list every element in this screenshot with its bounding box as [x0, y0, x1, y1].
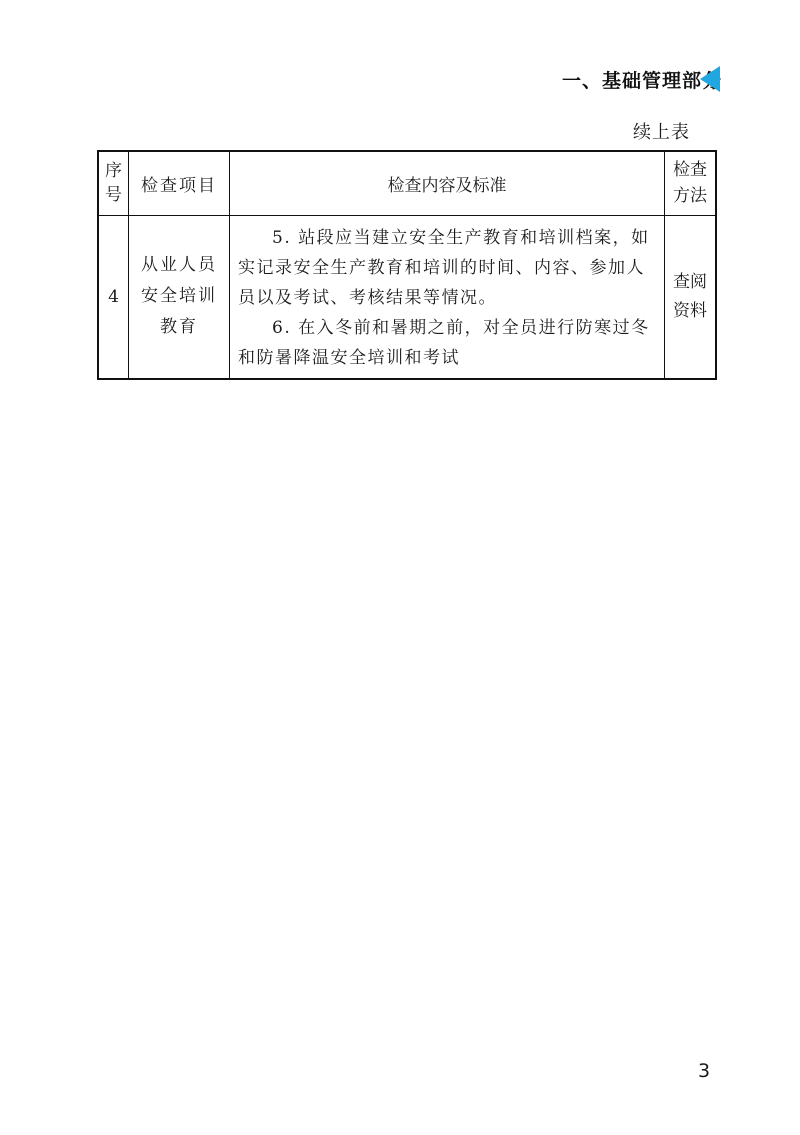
- cell-method-text: 查阅资料: [673, 271, 707, 321]
- cell-method: [665, 215, 717, 379]
- continued-label: 续上表: [633, 122, 690, 143]
- table-row: [98, 215, 716, 379]
- header-content: 检查内容及标准: [230, 151, 665, 215]
- cell-seq: 4: [98, 215, 129, 379]
- triangle-left-icon: [700, 66, 720, 92]
- cell-content: [230, 215, 665, 379]
- table-header-row: [98, 151, 716, 215]
- page-number: 3: [698, 1060, 711, 1082]
- inspection-table: [97, 150, 717, 380]
- cell-item-text: 从业人员安全培训教育: [141, 255, 217, 338]
- content-item-6: 6. 在入冬前和暑期之前，对全员进行防寒过冬和防暑降温安全培训和考试: [238, 317, 650, 368]
- section-title: 一、基础管理部分: [561, 70, 722, 92]
- cell-item: [129, 215, 230, 379]
- content-item-5: 5. 站段应当建立安全生产教育和培训档案，如实记录安全生产教育和培训的时间、内容、参加人员以及考试、考核结果等情况。: [238, 227, 650, 308]
- header-method: 检查方法: [665, 151, 717, 215]
- header-seq: 序号: [98, 151, 129, 215]
- header-item: 检查项目: [129, 151, 230, 215]
